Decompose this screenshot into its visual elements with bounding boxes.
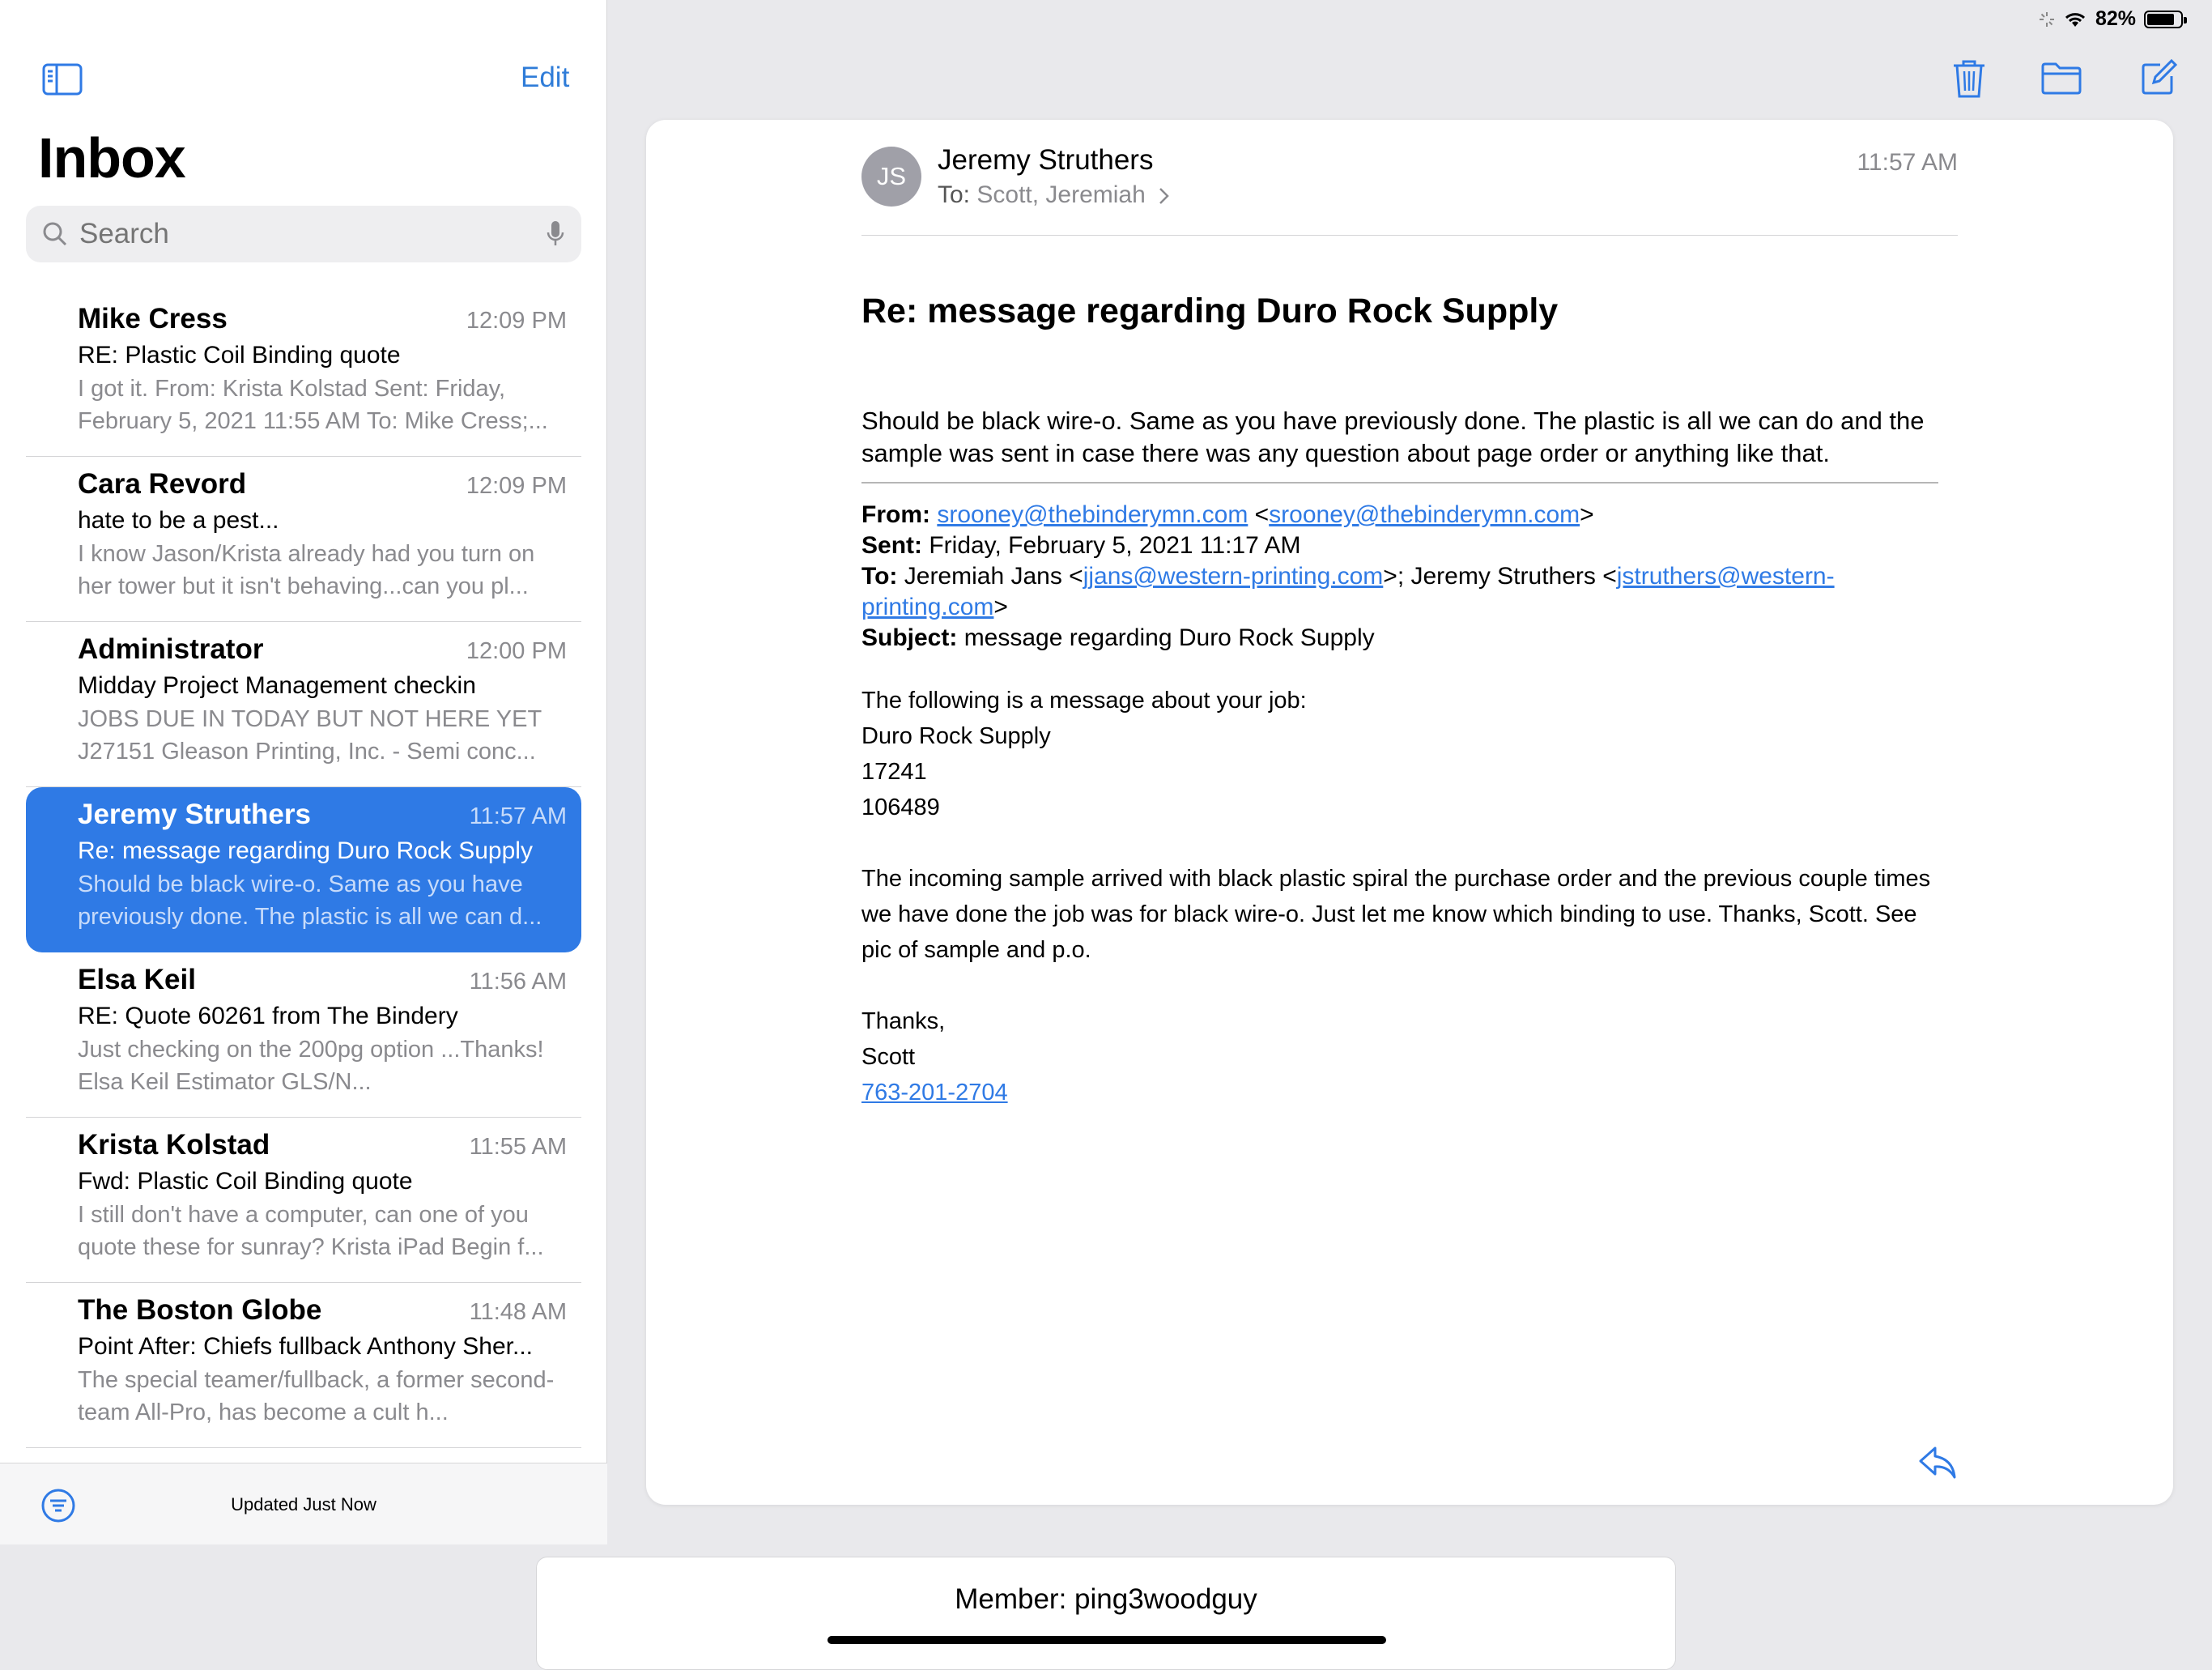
from-lt: < xyxy=(1248,501,1270,528)
message-sender: Jeremy Struthers xyxy=(78,799,311,830)
message-sender: Administrator xyxy=(78,633,264,665)
message-preview: JOBS DUE IN TODAY BUT NOT HERE YET J27151 Gleason Printing, Inc. - Semi conc... xyxy=(78,706,542,765)
signature-name: Scott xyxy=(861,1044,916,1070)
sidebar-footer xyxy=(0,1463,607,1544)
activity-icon xyxy=(2039,11,2055,28)
list-item[interactable] xyxy=(26,1283,581,1448)
recipients[interactable] xyxy=(938,181,1170,209)
subject-value: message regarding Duro Rock Supply xyxy=(957,624,1375,651)
message-preview: I know Jason/Krista already had you turn on her tower but it isn't behaving...can you pl... xyxy=(78,541,535,599)
sidebar-toggle-icon[interactable] xyxy=(42,63,83,96)
quoted-body xyxy=(861,683,1963,1110)
message-subject: Re: message regarding Duro Rock Supply xyxy=(78,837,533,864)
message-list xyxy=(26,292,581,1448)
message-time: 12:09 PM xyxy=(466,473,567,499)
folder-icon[interactable] xyxy=(2040,62,2082,96)
avatar[interactable]: JS xyxy=(861,147,921,207)
body-line: Duro Rock Supply xyxy=(861,723,1051,749)
from-label: From: xyxy=(861,501,930,528)
message-sender: Elsa Keil xyxy=(78,964,196,995)
member-banner xyxy=(536,1557,1676,1670)
message-subject: Midday Project Management checkin xyxy=(78,672,476,699)
list-item[interactable] xyxy=(26,457,581,622)
compose-icon[interactable] xyxy=(2139,58,2178,97)
message-subject: RE: Quote 60261 from The Bindery xyxy=(78,1003,458,1029)
list-item-selected[interactable] xyxy=(26,787,581,952)
edit-button[interactable]: Edit xyxy=(521,62,570,93)
reply-icon[interactable] xyxy=(1917,1445,1958,1480)
member-label: Member: ping3woodguy xyxy=(955,1583,1257,1615)
search-icon xyxy=(42,221,68,247)
recipient-names: Scott, Jeremiah xyxy=(976,181,1146,208)
message-time: 11:56 AM xyxy=(469,969,567,995)
message-body xyxy=(861,405,1963,1146)
update-status: Updated Just Now xyxy=(231,1494,376,1515)
quote-divider xyxy=(861,482,1938,484)
phone-link[interactable]: 763-201-2704 xyxy=(861,1080,1008,1106)
body-line: 106489 xyxy=(861,795,940,820)
subject-label: Subject: xyxy=(861,624,958,651)
message-preview: I got it. From: Krista Kolstad Sent: Friday, February 5, 2021 11:55 AM To: Mike Cress;... xyxy=(78,376,548,434)
reply-text: Should be black wire-o. Same as you have previously done. The plastic is all we can do and the sample was sent in case there was any question about page order or anything like that. xyxy=(861,407,1925,467)
from-gt: > xyxy=(1580,501,1594,528)
battery-icon xyxy=(2144,11,2183,28)
message-time: 11:57 AM xyxy=(469,803,567,829)
message-sender: The Boston Globe xyxy=(78,1294,322,1326)
sent-value: Friday, February 5, 2021 11:17 AM xyxy=(922,532,1301,559)
body-line: 17241 xyxy=(861,759,927,785)
message-preview: Just checking on the 200pg option ...Thanks! Elsa Keil Estimator GLS/N... xyxy=(78,1037,544,1095)
battery-percent: 82% xyxy=(2095,7,2136,30)
sender-name[interactable]: Jeremy Struthers xyxy=(938,144,1154,176)
message-time: 11:48 AM xyxy=(469,1299,567,1325)
chevron-right-icon xyxy=(1159,187,1170,205)
list-item[interactable] xyxy=(26,622,581,787)
to-label: To: xyxy=(861,563,898,590)
to-text: > xyxy=(993,594,1008,620)
message-subject: Fwd: Plastic Coil Binding quote xyxy=(78,1168,413,1195)
signature-line: Thanks, xyxy=(861,1008,946,1034)
page-title: Inbox xyxy=(38,126,185,190)
body-paragraph: The incoming sample arrived with black plastic spiral the purchase order and the previous couple times we have done the job was for black wire-o. Just let me know which binding to use. Thanks, Scott. See pic of sample and p.o. xyxy=(861,866,1931,963)
email-link[interactable]: srooney@thebinderymn.com xyxy=(937,501,1249,528)
search-bar[interactable] xyxy=(26,206,581,262)
message-subject: hate to be a pest... xyxy=(78,507,279,534)
message-preview: I still don't have a computer, can one of you quote these for sunray? Krista iPad Begin f... xyxy=(78,1202,544,1260)
message-reader xyxy=(646,120,2173,1505)
list-item[interactable] xyxy=(26,292,581,457)
email-link[interactable]: jstruthers@western-printing.com xyxy=(861,563,1835,620)
list-item[interactable] xyxy=(26,1118,581,1283)
wifi-icon xyxy=(2063,11,2087,28)
body-line: The following is a message about your job: xyxy=(861,688,1307,714)
message-subject: RE: Plastic Coil Binding quote xyxy=(78,342,401,369)
message-subject-title: Re: message regarding Duro Rock Supply xyxy=(861,292,1559,330)
header-divider xyxy=(861,235,1958,236)
to-label: To: xyxy=(938,181,971,208)
quoted-headers xyxy=(861,500,1963,654)
list-item[interactable] xyxy=(26,952,581,1118)
trash-icon[interactable] xyxy=(1951,58,1987,99)
message-subject: Point After: Chiefs fullback Anthony Sher... xyxy=(78,1333,533,1360)
to-text: >; Jeremy Struthers < xyxy=(1383,563,1617,590)
to-text: Jeremiah Jans < xyxy=(897,563,1083,590)
message-preview: Should be black wire-o. Same as you have previously done. The plastic is all we can d... xyxy=(78,871,542,930)
email-link[interactable]: srooney@thebinderymn.com xyxy=(1269,501,1580,528)
message-sender: Mike Cress xyxy=(78,303,228,334)
microphone-icon[interactable] xyxy=(546,219,565,249)
message-sender: Cara Revord xyxy=(78,468,247,500)
sent-label: Sent: xyxy=(861,532,922,559)
message-time: 12:09 PM xyxy=(466,308,567,334)
message-time: 12:00 PM xyxy=(466,638,567,664)
search-input[interactable] xyxy=(79,218,546,250)
email-link[interactable]: jjans@western-printing.com xyxy=(1083,563,1384,590)
message-preview: The special teamer/fullback, a former second-team All-Pro, has become a cult h... xyxy=(78,1367,555,1425)
mailbox-sidebar xyxy=(0,0,607,1544)
home-indicator[interactable] xyxy=(827,1636,1386,1644)
message-timestamp: 11:57 AM xyxy=(1857,149,1958,176)
message-sender: Krista Kolstad xyxy=(78,1129,270,1161)
message-time: 11:55 AM xyxy=(469,1134,567,1160)
